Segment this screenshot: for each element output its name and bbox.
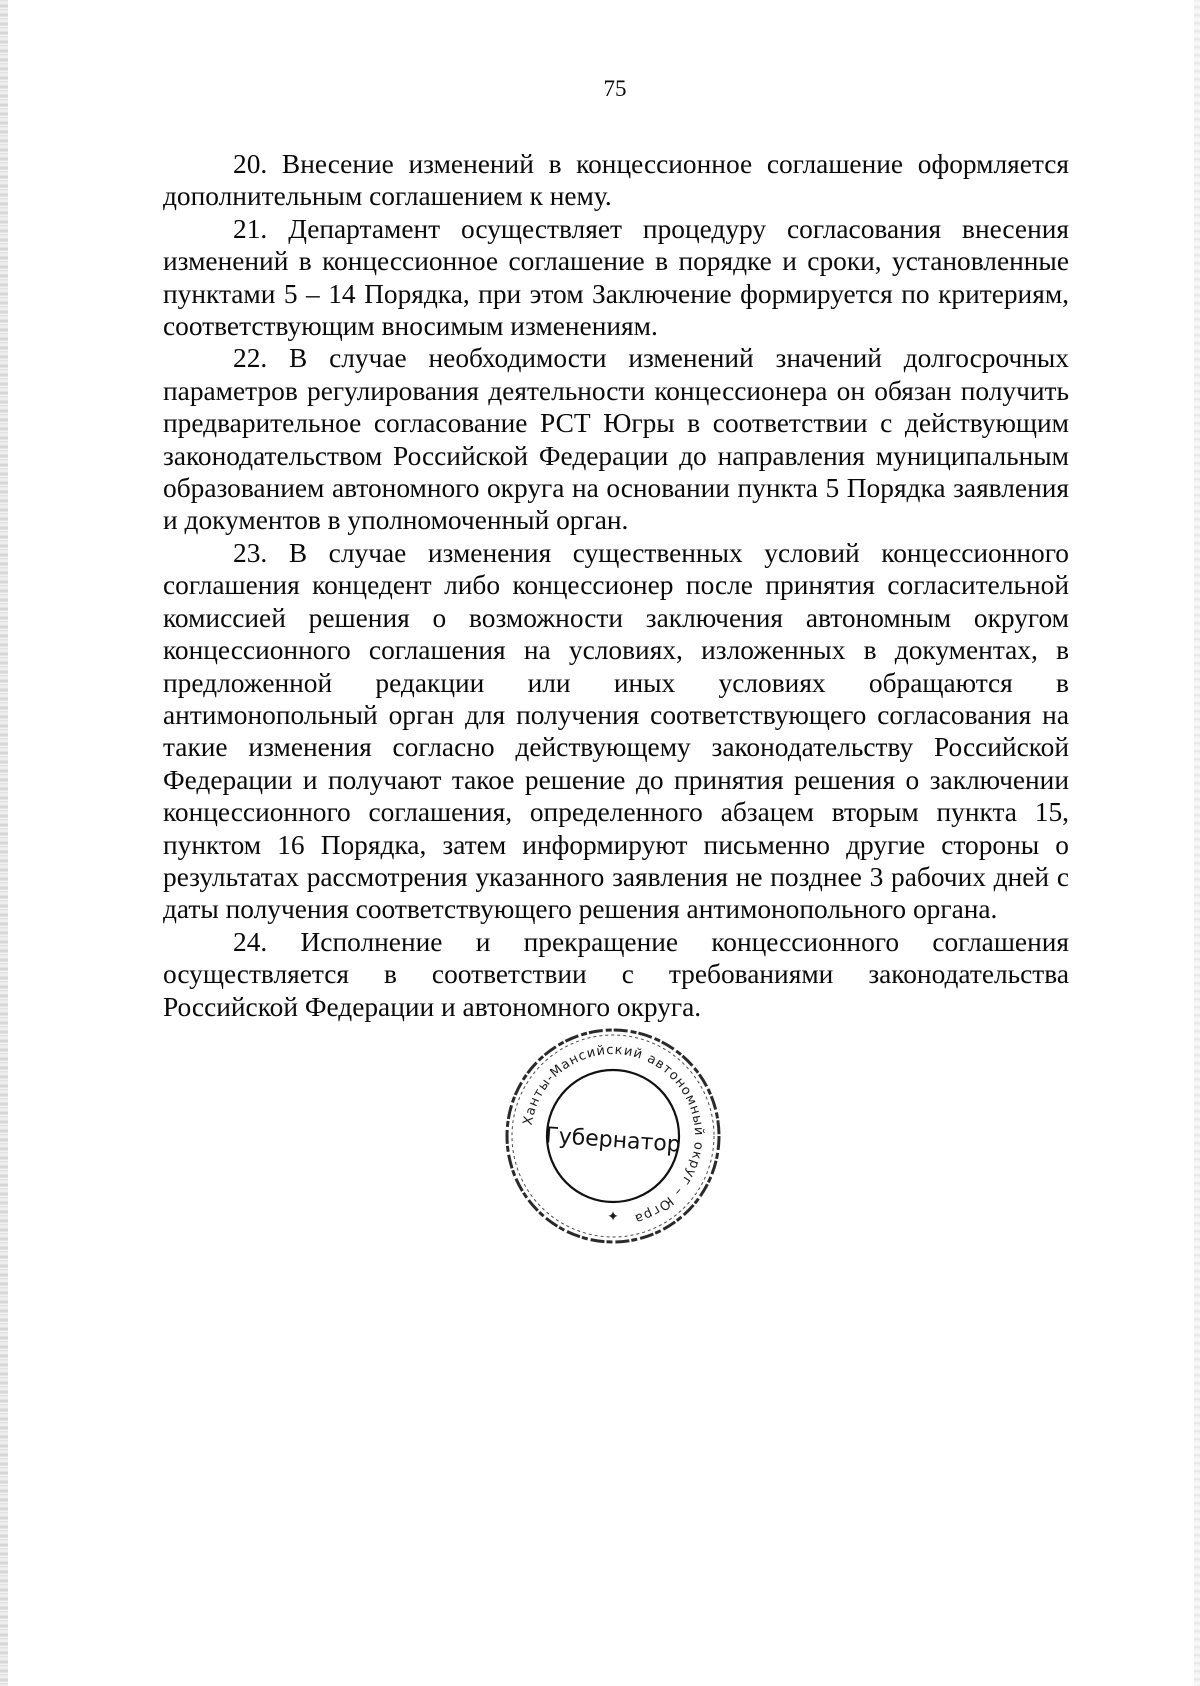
document-body <box>163 148 1069 1023</box>
paragraph-24: 24. Исполнение и прекращение концессионного соглашения осуществляется в соответствии с требованиями законодательства Российской Федерации и автономного округа. <box>163 926 1069 1022</box>
paragraph-21: 21. Департамент осуществляет процедуру согласования внесения изменений в концессионное соглашение в порядке и сроки, установленные пунктами 5 – 14 Порядка, при этом Заключение формируется по критериям, соответствующим вносимым изменениям. <box>163 213 1069 342</box>
paragraph-20: 20. Внесение изменений в концессионное соглашение оформляется дополнительным соглашением к нему. <box>163 149 1069 212</box>
paragraph-22: 22. В случае необходимости изменений значений долгосрочных параметров регулирования деятельности концессионера он обязан получить предварительное согласование РСТ Югры в соответствии с действующим законодательством Российской Федерации до направления муниципальным образованием автономного округа на основании пункта 5 Порядка заявления и документов в уполномоченный орган. <box>163 343 1069 536</box>
paragraph-23: 23. В случае изменения существенных условий концессионного соглашения концедент либо концессионер после принятия согласительной комиссией решения о возможности заключения автономным округом концессионного соглашения на условиях, изложенных в документах, в предложенной редакции или иных условиях обращаются в антимонопольный орган для получения соответствующего согласования на такие изменения согласно действующему законодательству Российской Федерации и получают такое решение до принятия решения о заключении концессионного соглашения, определенного абзацем вторым пункта 15, пунктом 16 Порядка, затем информируют письменно другие стороны о результатах рассмотрения указанного заявления не позднее 3 рабочих дней с даты получения соответствующего решения антимонопольного органа. <box>163 537 1069 925</box>
seal-star-icon: ✦ <box>607 1209 619 1225</box>
seal-ring-text: Ханты-Мансийский автономный округ – Югра <box>520 1042 707 1227</box>
scan-edge-right <box>1194 0 1200 1686</box>
page-number: 75 <box>603 76 627 101</box>
governor-seal-stamp <box>502 1025 724 1247</box>
seal-center-text: Губернатор <box>544 1123 682 1158</box>
scan-edge-left <box>0 0 8 1686</box>
